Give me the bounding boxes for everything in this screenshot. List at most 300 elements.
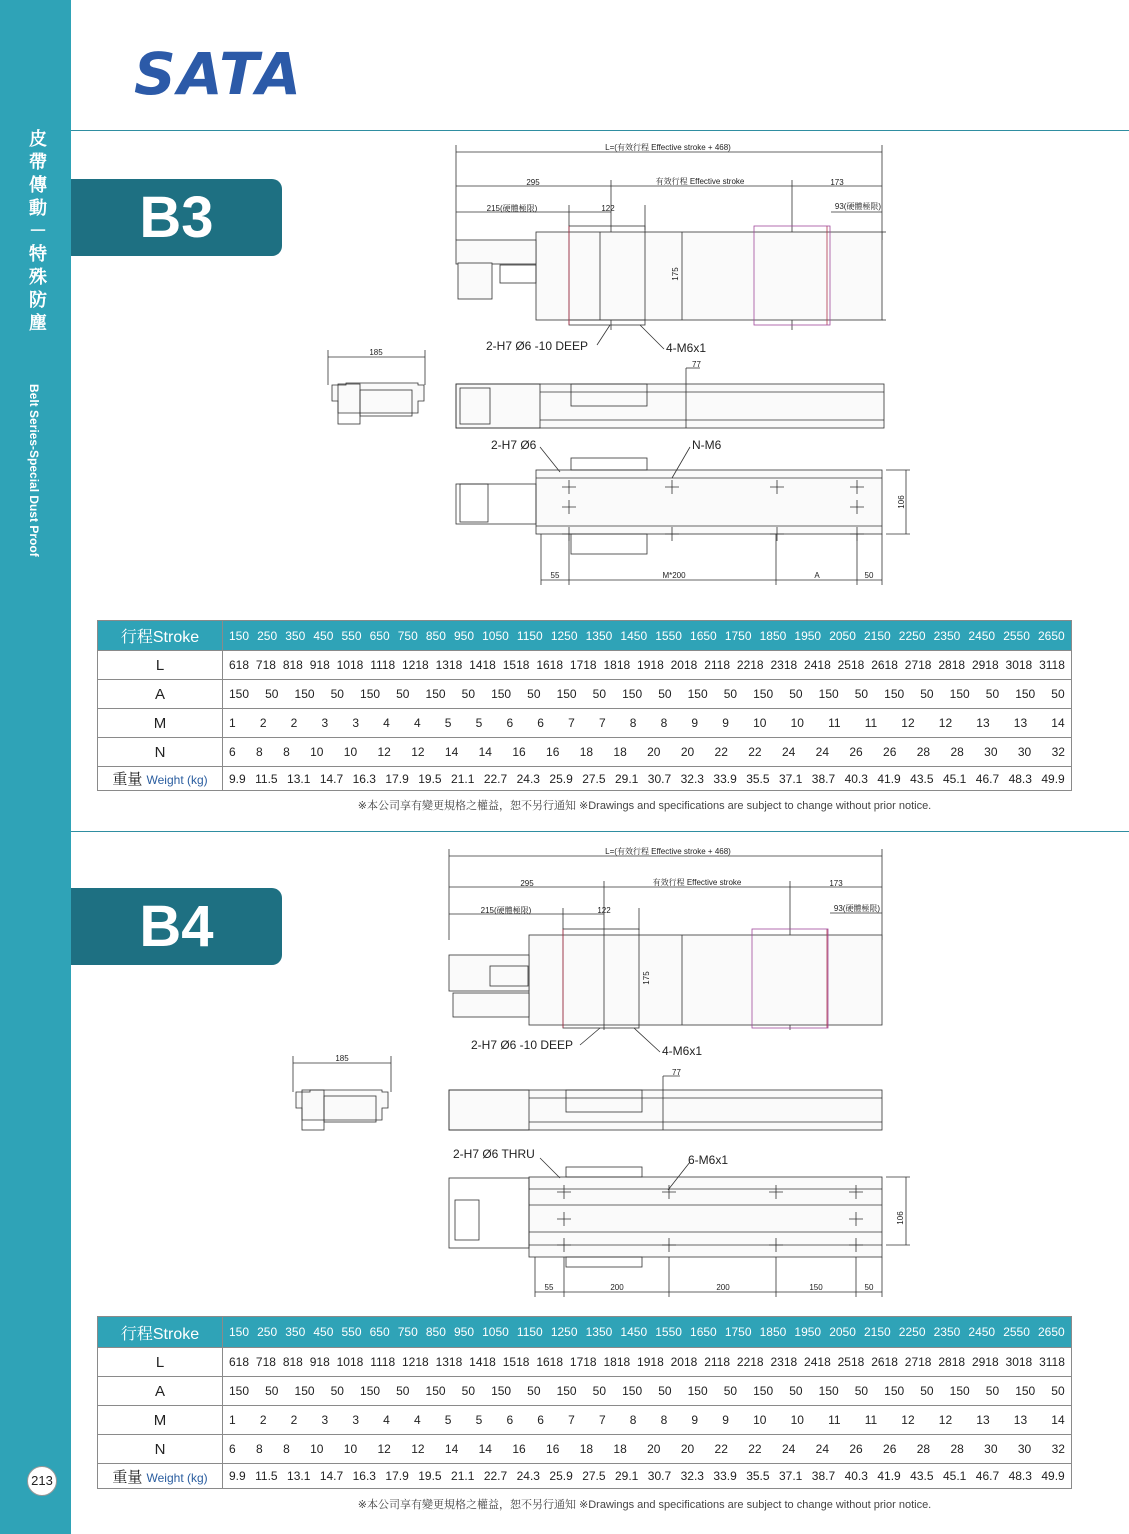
table-cell: 2518 xyxy=(837,1355,865,1369)
row-values-weight xyxy=(223,1469,1071,1483)
table-cell: 40.3 xyxy=(844,771,868,786)
table-cell: 1750 xyxy=(724,1325,752,1339)
table-cell: 1818 xyxy=(603,1355,631,1369)
table-cell: 28 xyxy=(950,1442,964,1456)
table-cell: 11 xyxy=(864,1413,878,1427)
table-cell: 1250 xyxy=(550,628,578,643)
b4-dim-106: 106 xyxy=(896,1211,905,1225)
table-cell: 10 xyxy=(310,1442,324,1456)
table-cell: 25.9 xyxy=(549,1469,573,1483)
table-cell: 19.5 xyxy=(418,1469,442,1483)
row-label-n: N xyxy=(98,1435,223,1464)
table-cell: 3018 xyxy=(1005,658,1033,672)
table-cell: 1950 xyxy=(794,628,822,643)
table-cell: 2650 xyxy=(1037,1325,1065,1339)
table-cell: 12 xyxy=(377,1442,391,1456)
table-cell: 850 xyxy=(425,628,446,643)
table-cell: 20 xyxy=(647,1442,661,1456)
table-cell: 50 xyxy=(920,1384,934,1398)
table-cell: 8 xyxy=(256,1442,263,1456)
table-cell: 1218 xyxy=(402,658,429,672)
table-row xyxy=(98,1406,1072,1435)
table-cell: 1718 xyxy=(569,1355,597,1369)
table-cell: 45.1 xyxy=(942,771,967,786)
table-row xyxy=(98,1348,1072,1377)
table-cell: 2318 xyxy=(770,1355,798,1369)
table-cell: 10 xyxy=(753,716,767,730)
table-cell: 2718 xyxy=(904,1355,932,1369)
table-row xyxy=(98,1377,1072,1406)
table-cell: 3118 xyxy=(1039,658,1065,672)
table-cell: 46.7 xyxy=(975,771,1000,786)
table-cell: 3118 xyxy=(1039,1355,1065,1369)
table-cell: 13 xyxy=(1013,1413,1028,1427)
table-cell: 4 xyxy=(413,1413,421,1427)
table-cell: 41.9 xyxy=(877,1469,901,1483)
table-cell: 28 xyxy=(950,745,964,759)
table-cell: 2250 xyxy=(898,628,926,643)
notice-b3: ※本公司享有變更規格之權益，恕不另行通知 ※Drawings and specifications are subject to change without prior notice. xyxy=(357,800,932,812)
table-cell: 18 xyxy=(579,745,594,759)
row-values-a xyxy=(223,1384,1071,1398)
b3-dim-175: 175 xyxy=(671,267,680,281)
table-cell: 2118 xyxy=(704,658,731,672)
table-cell: 1918 xyxy=(637,1355,664,1369)
table-cell: 22 xyxy=(714,745,728,759)
table-cell: 2718 xyxy=(904,658,932,672)
table-cell: 650 xyxy=(369,1325,390,1339)
stroke-header-label: 行程Stroke xyxy=(98,621,223,651)
b4-pin-hole-label: 2-H7 Ø6 -10 DEEP xyxy=(471,1038,574,1052)
table-cell: 20 xyxy=(680,1442,695,1456)
table-cell: 2 xyxy=(290,716,298,730)
table-cell: 9 xyxy=(691,1413,699,1427)
table-cell: 1118 xyxy=(370,658,396,672)
table-cell: 718 xyxy=(255,1355,276,1369)
b4-dim-150: 150 xyxy=(809,1283,823,1292)
table-cell: 14 xyxy=(1051,1413,1065,1427)
table-cell: 35.5 xyxy=(746,1469,770,1483)
b3-dim-215: 215(硬體極限) xyxy=(486,204,538,213)
table-cell: 48.3 xyxy=(1008,1469,1032,1483)
table-cell: 10 xyxy=(790,1413,804,1427)
table-cell: 6 xyxy=(229,1442,236,1456)
table-cell: 17.9 xyxy=(385,771,409,786)
sata-logo: SATA xyxy=(134,40,304,108)
table-cell: 618 xyxy=(229,1355,250,1369)
table-cell: 50 xyxy=(265,687,279,701)
table-cell: 13.1 xyxy=(287,771,311,786)
table-cell: 8 xyxy=(283,1442,290,1456)
table-cell: 18 xyxy=(579,1442,594,1456)
table-cell: 2650 xyxy=(1037,628,1065,643)
table-cell: 150 xyxy=(229,628,250,643)
table-row xyxy=(98,1435,1072,1464)
table-cell: 2918 xyxy=(971,1355,999,1369)
table-cell: 50 xyxy=(854,687,869,701)
b4-dim-50: 50 xyxy=(864,1283,874,1292)
table-cell: 8 xyxy=(283,745,290,759)
table-cell: 50 xyxy=(330,687,344,701)
row-values-n xyxy=(223,1442,1071,1456)
table-cell: 2218 xyxy=(736,658,764,672)
table-cell: 5 xyxy=(444,716,452,730)
table-cell: 150 xyxy=(229,687,250,701)
table-cell: 250 xyxy=(257,628,278,643)
b4-dim-93: 93(硬體極限) xyxy=(833,904,881,913)
table-cell: 918 xyxy=(309,1355,330,1369)
table-cell: 2450 xyxy=(968,1325,996,1339)
table-cell: 550 xyxy=(341,1325,362,1339)
table-cell: 1318 xyxy=(435,1355,463,1369)
table-cell: 1850 xyxy=(759,1325,787,1339)
table-cell: 50 xyxy=(592,687,607,701)
table-cell: 13.1 xyxy=(287,1469,311,1483)
table-cell: 28 xyxy=(916,1442,931,1456)
table-cell: 150 xyxy=(425,687,446,701)
table-cell: 2350 xyxy=(933,1325,961,1339)
table-row xyxy=(98,1464,1072,1489)
table-cell: 50 xyxy=(658,687,672,701)
model-tab-b4: B4 xyxy=(71,888,282,965)
table-cell: 12 xyxy=(938,716,953,730)
table-cell: 30 xyxy=(1017,745,1032,759)
table-cell: 1850 xyxy=(759,628,787,643)
b3-dim-93: 93(硬體極限) xyxy=(834,202,882,211)
b3-dim-106: 106 xyxy=(897,495,906,509)
table-cell: 718 xyxy=(255,658,276,672)
b3-effective-label: 有效行程 Effective stroke xyxy=(655,177,745,186)
table-cell: 2518 xyxy=(837,658,865,672)
table-cell: 1350 xyxy=(585,1325,613,1339)
table-cell: 450 xyxy=(313,628,334,643)
notice-b4: ※本公司享有變更規格之權益，恕不另行通知 ※Drawings and specifications are subject to change without prior notice. xyxy=(357,1499,932,1511)
table-cell: 150 xyxy=(818,687,839,701)
table-cell: 2418 xyxy=(804,1355,831,1369)
table-cell: 2150 xyxy=(864,628,891,643)
b3-dim-a: A xyxy=(814,571,820,580)
table-cell: 50 xyxy=(396,687,410,701)
table-cell: 150 xyxy=(425,1384,446,1398)
table-cell: 41.9 xyxy=(877,771,901,786)
table-cell: 49.9 xyxy=(1041,771,1065,786)
table-cell: 3 xyxy=(352,716,359,730)
table-cell: 1918 xyxy=(637,658,664,672)
table-cell: 14 xyxy=(478,745,492,759)
table-cell: 918 xyxy=(309,658,330,672)
table-cell: 1618 xyxy=(536,1355,564,1369)
table-cell: 18 xyxy=(613,1442,627,1456)
b3-dim-173: 173 xyxy=(830,178,844,187)
table-cell: 150 xyxy=(687,687,708,701)
table-cell: 21.1 xyxy=(451,1469,475,1483)
b4-effective-label: 有效行程 Effective stroke xyxy=(652,878,742,887)
table-cell: 150 xyxy=(949,687,970,701)
table-cell: 24.3 xyxy=(516,771,540,786)
table-cell: 38.7 xyxy=(811,1469,836,1483)
table-cell: 50 xyxy=(985,1384,1000,1398)
table-cell: 150 xyxy=(294,1384,315,1398)
table-cell: 22 xyxy=(748,1442,762,1456)
table-cell: 2350 xyxy=(933,628,961,643)
table-cell: 5 xyxy=(475,1413,483,1427)
table-cell: 26 xyxy=(849,1442,863,1456)
table-cell: 22.7 xyxy=(483,771,508,786)
table-cell: 1150 xyxy=(516,628,543,643)
table-cell: 10 xyxy=(753,1413,767,1427)
table-cell: 3 xyxy=(321,716,329,730)
b4-dim-185: 185 xyxy=(335,1054,349,1063)
b3-dim-55: 55 xyxy=(550,571,560,580)
table-cell: 6 xyxy=(506,716,514,730)
table-cell: 14.7 xyxy=(319,771,344,786)
b3-dim-77: 77 xyxy=(692,360,701,369)
table-cell: 18 xyxy=(613,745,627,759)
b3-length-label: L=(有效行程 Effective stroke + 468) xyxy=(605,143,731,152)
table-cell: 1450 xyxy=(620,628,648,643)
table-cell: 2550 xyxy=(1003,1325,1030,1339)
table-cell: 2 xyxy=(259,1413,267,1427)
table-cell: 50 xyxy=(1051,687,1065,701)
table-cell: 150 xyxy=(556,1384,577,1398)
table-cell: 50 xyxy=(1051,1384,1065,1398)
table-cell: 28 xyxy=(916,745,931,759)
table-cell: 7 xyxy=(598,716,606,730)
table-cell: 50 xyxy=(461,1384,475,1398)
table-cell: 2050 xyxy=(829,1325,856,1339)
table-cell: 50 xyxy=(985,687,1000,701)
b3-dim-122: 122 xyxy=(601,204,615,213)
table-cell: 11 xyxy=(864,716,878,730)
table-cell: 1250 xyxy=(550,1325,578,1339)
table-row xyxy=(98,1317,1072,1348)
table-cell: 150 xyxy=(229,1384,250,1398)
table-cell: 22.7 xyxy=(483,1469,508,1483)
table-cell: 50 xyxy=(789,1384,803,1398)
table-cell: 10 xyxy=(310,745,324,759)
table-cell: 1750 xyxy=(724,628,752,643)
table-cell: 1018 xyxy=(336,1355,364,1369)
table-cell: 150 xyxy=(622,687,643,701)
table-cell: 33.9 xyxy=(713,1469,737,1483)
table-cell: 2618 xyxy=(871,1355,898,1369)
table-cell: 11 xyxy=(828,1413,841,1427)
table-cell: 1650 xyxy=(690,1325,717,1339)
table-cell: 818 xyxy=(282,1355,303,1369)
table-cell: 6 xyxy=(537,716,544,730)
table-cell: 26 xyxy=(849,745,863,759)
table-cell: 13 xyxy=(976,716,990,730)
table-cell: 750 xyxy=(397,1325,418,1339)
table-cell: 11.5 xyxy=(255,771,278,786)
table-cell: 30 xyxy=(984,745,998,759)
row-label-l: L xyxy=(98,1348,223,1377)
table-cell: 4 xyxy=(413,716,421,730)
table-cell: 8 xyxy=(629,716,637,730)
table-cell: 6 xyxy=(229,745,236,759)
table-cell: 3018 xyxy=(1005,1355,1033,1369)
table-cell: 618 xyxy=(229,658,250,672)
table-cell: 1718 xyxy=(569,658,597,672)
table-cell: 2018 xyxy=(670,658,698,672)
stroke-header-label: 行程Stroke xyxy=(98,1317,223,1348)
table-cell: 50 xyxy=(527,687,541,701)
sidebar-en-title: Belt Series-Special Dust Proof xyxy=(27,384,41,557)
table-cell: 24 xyxy=(815,1442,829,1456)
table-cell: 2018 xyxy=(670,1355,698,1369)
table-cell: 4 xyxy=(383,716,390,730)
table-cell: 50 xyxy=(789,687,803,701)
table-cell: 29.1 xyxy=(615,771,639,786)
row-label-weight: 重量 Weight (kg) xyxy=(98,1464,223,1489)
table-cell: 450 xyxy=(313,1325,334,1339)
table-cell: 1650 xyxy=(690,628,717,643)
table-cell: 150 xyxy=(753,687,774,701)
table-cell: 29.1 xyxy=(615,1469,639,1483)
table-cell: 11 xyxy=(828,716,841,730)
b4-dim-215: 215(硬體極限) xyxy=(480,906,532,915)
table-cell: 4 xyxy=(383,1413,390,1427)
b3-bottom-pin-label: 2-H7 Ø6 xyxy=(491,438,537,452)
table-cell: 1818 xyxy=(603,658,631,672)
table-cell: 150 xyxy=(360,687,381,701)
table-cell: 30 xyxy=(1017,1442,1032,1456)
model-tab-b3: B3 xyxy=(71,179,282,256)
table-cell: 7 xyxy=(598,1413,606,1427)
table-cell: 2418 xyxy=(804,658,831,672)
table-cell: 32.3 xyxy=(680,1469,704,1483)
table-cell: 16 xyxy=(512,1442,526,1456)
table-cell: 1018 xyxy=(336,658,364,672)
table-cell: 24.3 xyxy=(516,1469,540,1483)
b4-dim-173: 173 xyxy=(829,879,843,888)
table-cell: 1418 xyxy=(469,1355,496,1369)
table-cell: 10 xyxy=(343,1442,358,1456)
table-cell: 46.7 xyxy=(975,1469,1000,1483)
row-values-l xyxy=(223,1355,1071,1369)
table-cell: 37.1 xyxy=(778,1469,803,1483)
table-cell: 1 xyxy=(229,716,236,730)
b4-dim-200a: 200 xyxy=(610,1283,624,1292)
b4-dim-77: 77 xyxy=(672,1068,681,1077)
table-cell: 50 xyxy=(527,1384,541,1398)
b3-dim-185: 185 xyxy=(369,348,383,357)
b4-dim-55: 55 xyxy=(544,1283,554,1292)
table-cell: 3 xyxy=(352,1413,359,1427)
table-cell: 8 xyxy=(660,716,668,730)
table-cell: 14 xyxy=(444,1442,459,1456)
table-cell: 150 xyxy=(884,687,905,701)
table-cell: 850 xyxy=(425,1325,446,1339)
table-cell: 12 xyxy=(377,745,391,759)
table-cell: 150 xyxy=(491,687,512,701)
table-cell: 9.9 xyxy=(229,1469,246,1483)
b4-bottom-thread-label: 6-M6x1 xyxy=(688,1153,729,1167)
table-cell: 24 xyxy=(815,745,829,759)
table-cell: 1618 xyxy=(536,658,564,672)
table-cell: 2250 xyxy=(898,1325,926,1339)
b3-thread-label: 4-M6x1 xyxy=(666,341,707,355)
table-cell: 50 xyxy=(396,1384,410,1398)
table-cell: 2918 xyxy=(971,658,999,672)
table-cell: 11.5 xyxy=(255,1469,278,1483)
table-cell: 43.5 xyxy=(910,1469,934,1483)
table-cell: 30.7 xyxy=(647,771,672,786)
table-cell: 150 xyxy=(294,687,315,701)
table-cell: 2818 xyxy=(938,658,966,672)
table-cell: 2550 xyxy=(1003,628,1030,643)
table-cell: 50 xyxy=(330,1384,344,1398)
table-cell: 1118 xyxy=(370,1355,396,1369)
table-cell: 20 xyxy=(680,745,695,759)
b4-dim-295: 295 xyxy=(520,879,534,888)
table-cell: 8 xyxy=(660,1413,668,1427)
table-cell: 50 xyxy=(592,1384,607,1398)
row-label-m: M xyxy=(98,709,223,738)
table-cell: 16 xyxy=(546,1442,560,1456)
table-cell: 250 xyxy=(257,1325,278,1339)
row-label-l: L xyxy=(98,651,223,680)
table-cell: 8 xyxy=(256,745,263,759)
table-cell: 50 xyxy=(265,1384,279,1398)
table-cell: 12 xyxy=(938,1413,953,1427)
table-cell: 50 xyxy=(723,1384,738,1398)
table-cell: 150 xyxy=(1015,1384,1036,1398)
row-label-a: A xyxy=(98,1377,223,1406)
table-cell: 1550 xyxy=(655,1325,682,1339)
table-cell: 150 xyxy=(884,1384,905,1398)
table-cell: 7 xyxy=(568,716,575,730)
table-cell: 150 xyxy=(622,1384,643,1398)
table-cell: 37.1 xyxy=(778,771,803,786)
table-cell: 150 xyxy=(1015,687,1036,701)
table-cell: 25.9 xyxy=(549,771,573,786)
table-cell: 350 xyxy=(285,1325,306,1339)
b4-dim-175: 175 xyxy=(642,971,651,985)
table-cell: 27.5 xyxy=(582,771,606,786)
table-cell: 16 xyxy=(546,745,560,759)
table-cell: 14.7 xyxy=(319,1469,344,1483)
table-cell: 750 xyxy=(397,628,418,643)
table-cell: 14 xyxy=(1051,716,1065,730)
table-cell: 43.5 xyxy=(910,771,934,786)
table-cell: 1318 xyxy=(435,658,463,672)
table-cell: 950 xyxy=(454,1325,475,1339)
table-cell: 1450 xyxy=(620,1325,648,1339)
table-cell: 1150 xyxy=(516,1325,543,1339)
table-cell: 150 xyxy=(556,687,577,701)
b4-dim-122: 122 xyxy=(597,906,611,915)
table-cell: 1050 xyxy=(482,628,509,643)
table-cell: 16.3 xyxy=(352,1469,376,1483)
table-cell: 818 xyxy=(282,658,303,672)
b4-length-label: L=(有效行程 Effective stroke + 468) xyxy=(605,847,731,856)
table-cell: 22 xyxy=(714,1442,728,1456)
spec-table-b4 xyxy=(97,1316,1072,1489)
table-cell: 50 xyxy=(920,687,934,701)
table-cell: 2218 xyxy=(736,1355,764,1369)
table-cell: 1350 xyxy=(585,628,613,643)
table-cell: 20 xyxy=(647,745,661,759)
table-cell: 10 xyxy=(790,716,804,730)
table-cell: 6 xyxy=(506,1413,514,1427)
table-cell: 3 xyxy=(321,1413,329,1427)
table-cell: 26 xyxy=(883,745,897,759)
table-cell: 1218 xyxy=(402,1355,429,1369)
table-cell: 5 xyxy=(475,716,483,730)
table-cell: 40.3 xyxy=(844,1469,868,1483)
b3-dim-295: 295 xyxy=(526,178,540,187)
